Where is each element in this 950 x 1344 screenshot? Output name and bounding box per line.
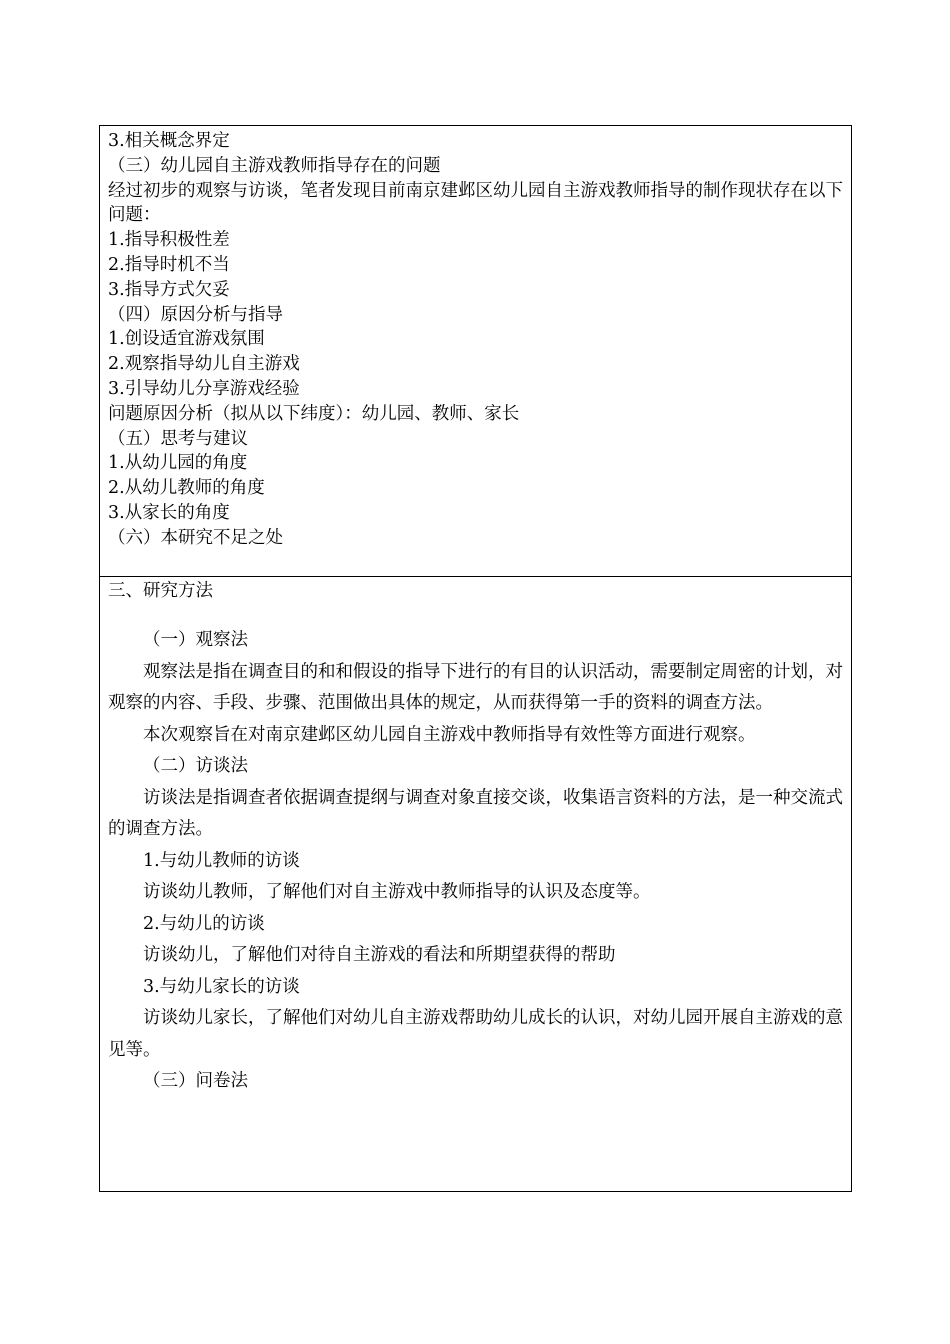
text-line: 3.引导幼儿分享游戏经验 — [108, 378, 300, 399]
text-line: 2.从幼儿教师的角度 — [108, 478, 265, 499]
text-line: 问题原因分析（拟从以下纬度）：幼儿园、教师、家长 — [108, 403, 520, 424]
paragraph: 本次观察旨在对南京建邺区幼儿园自主游戏中教师指导有效性等方面进行观察。 — [143, 724, 756, 745]
text-line: 经过初步的观察与访谈，笔者发现目前南京建邺区幼儿园自主游戏教师指导的制作现状存在以下问题： — [108, 180, 843, 226]
text-line: 1.创设适宜游戏氛围 — [108, 329, 265, 350]
text-line: （三）幼儿园自主游戏教师指导存在的问题 — [108, 155, 441, 176]
text-line: 1.指导积极性差 — [108, 230, 230, 251]
content-table — [99, 125, 852, 1192]
text-line: 3.从家长的角度 — [108, 502, 230, 523]
text-line: 3.相关概念界定 — [108, 131, 230, 151]
subheading-observation: （一）观察法 — [143, 630, 248, 650]
list-item: 2.与幼儿的访谈 — [143, 913, 265, 934]
paragraph: 访谈法是指调查者依据调查提纲与调查对象直接交谈，收集语言资料的方法，是一种交流式的调查方法。 — [108, 787, 843, 839]
text-line: 2.观察指导幼儿自主游戏 — [108, 354, 300, 375]
section-heading: 三、研究方法 — [108, 581, 213, 601]
text-line: 2.指导时机不当 — [108, 254, 230, 275]
list-item: 3.与幼儿家长的访谈 — [143, 976, 300, 997]
table-cell-research-content — [100, 126, 851, 577]
paragraph: 观察法是指在调查目的和和假设的指导下进行的有目的认识活动，需要制定周密的计划，对观察的内容、手段、步骤、范围做出具体的规定，从而获得第一手的资料的调查方法。 — [108, 661, 843, 713]
paragraph: 访谈幼儿家长，了解他们对幼儿自主游戏帮助幼儿成长的认识，对幼儿园开展自主游戏的意见等。 — [108, 1008, 843, 1060]
paragraph: 访谈幼儿，了解他们对待自主游戏的看法和所期望获得的帮助 — [143, 945, 616, 965]
paragraph: 访谈幼儿教师，了解他们对自主游戏中教师指导的认识及态度等。 — [143, 882, 651, 902]
text-line: （六）本研究不足之处 — [108, 527, 283, 548]
text-line: 1.从幼儿园的角度 — [108, 453, 248, 474]
subheading-questionnaire: （三）问卷法 — [143, 1071, 248, 1091]
list-item: 1.与幼儿教师的访谈 — [143, 850, 300, 871]
text-line: （五）思考与建议 — [108, 428, 248, 449]
text-line: （四）原因分析与指导 — [108, 304, 283, 325]
subheading-interview: （二）访谈法 — [143, 756, 248, 776]
text-line: 3.指导方式欠妥 — [108, 279, 230, 300]
table-cell-research-methods — [100, 579, 851, 1191]
